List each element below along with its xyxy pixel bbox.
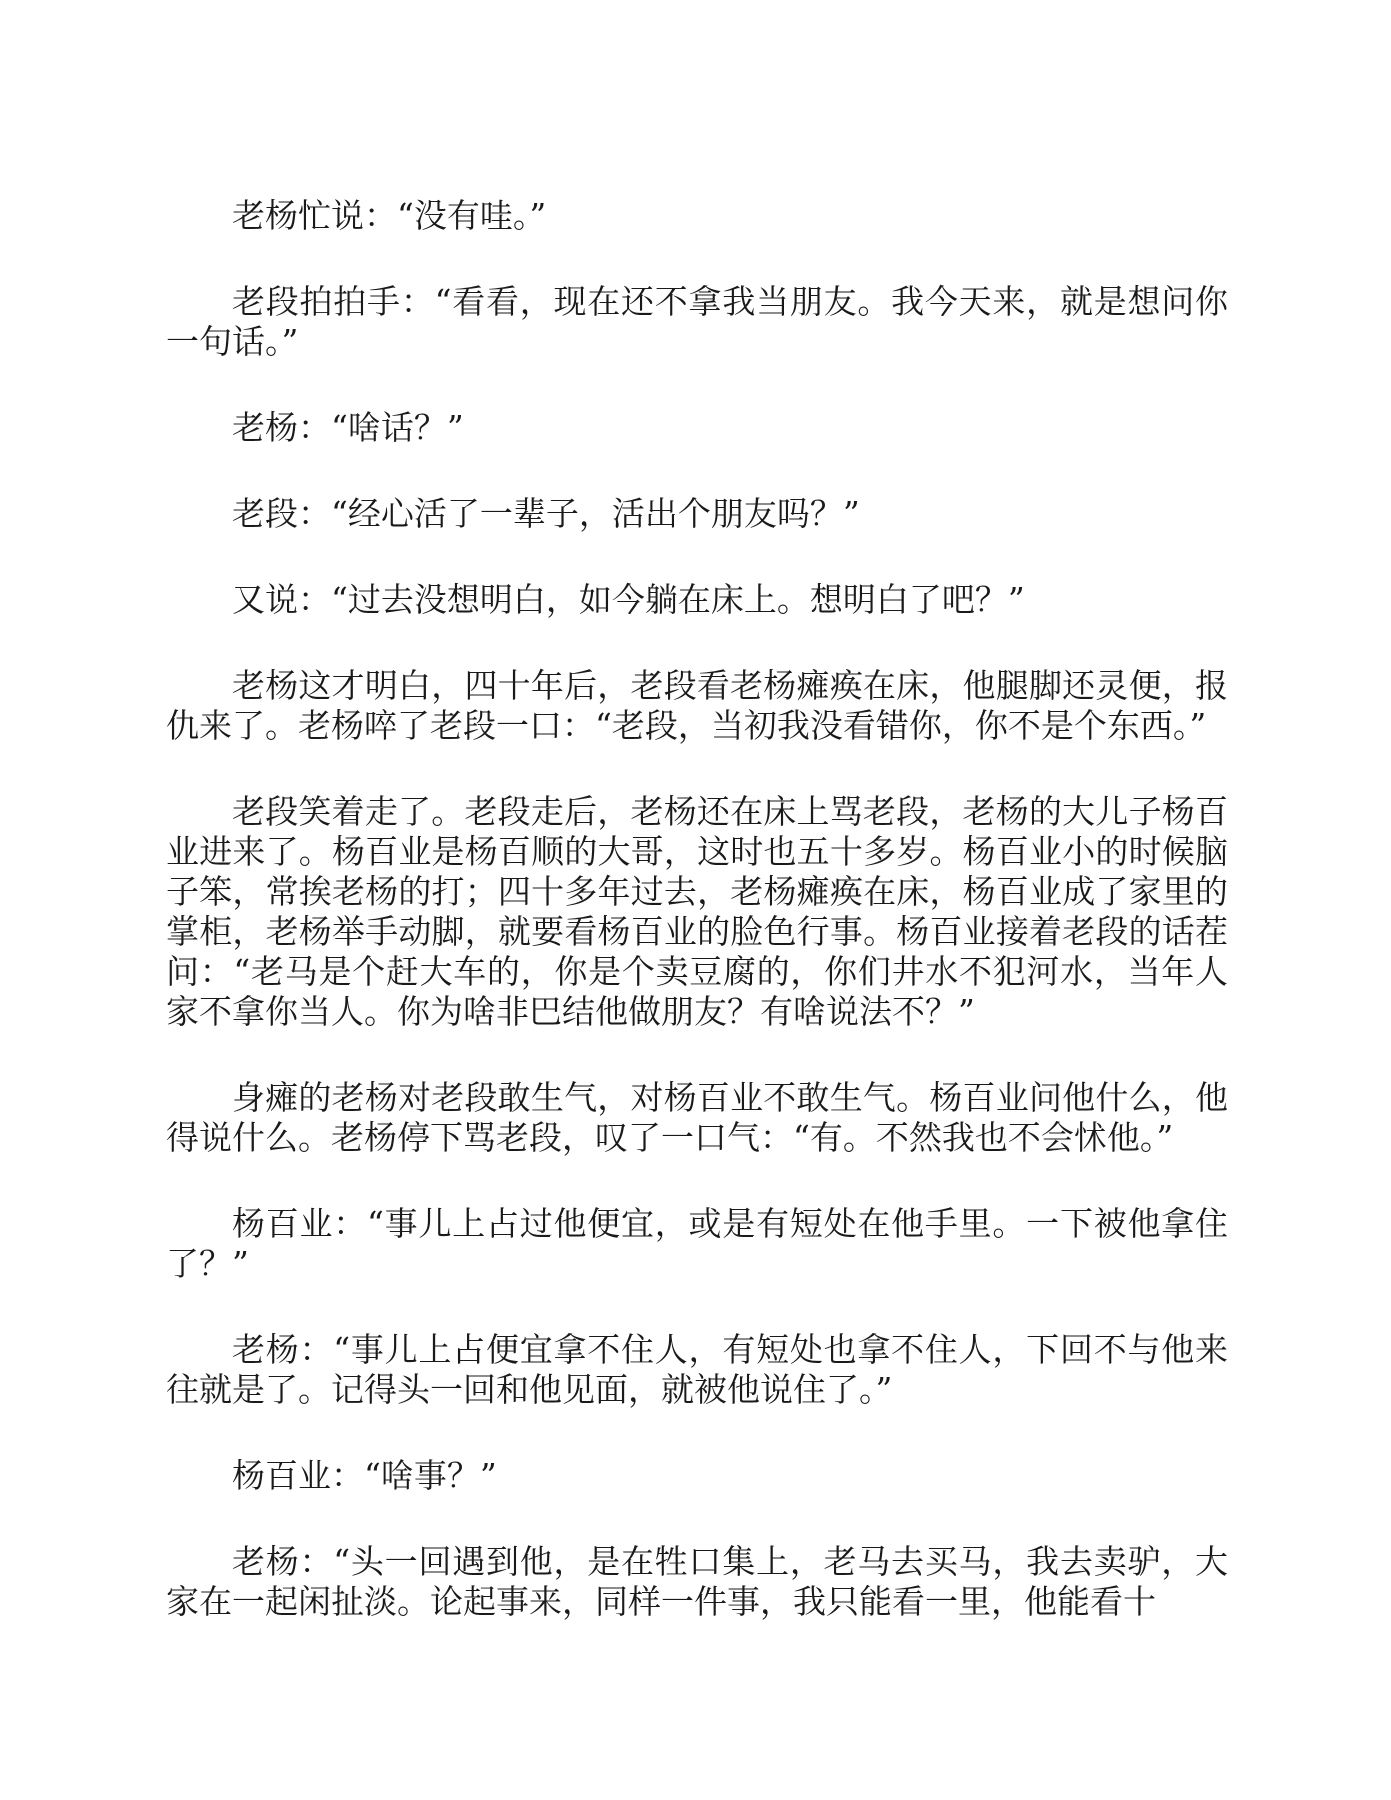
body-text <box>166 196 1228 1668</box>
paragraph: 老段：“经心活了一辈子，活出个朋友吗？” <box>232 494 860 533</box>
paragraph: 杨百业：“事儿上占过他便宜，或是有短处在他手里。一下被他拿住了？” <box>166 1204 1228 1283</box>
paragraph: 老段拍拍手：“看看，现在还不拿我当朋友。我今天来，就是想问你一句话。” <box>166 282 1228 361</box>
paragraph: 老段笑着走了。老段走后，老杨还在床上骂老段，老杨的大儿子杨百业进来了。杨百业是杨百顺的大哥，这时也五十多岁。杨百业小的时候脑子笨，常挨老杨的打；四十多年过去，老杨瘫痪在床，杨百业成了家里的掌柜，老杨举手动脚，就要看杨百业的脸色行事。杨百业接着老段的话茬问：“老马是个赶大车的，你是个卖豆腐的，你们井水不犯河水，当年人家不拿你当人。你为啥非巴结他做朋友？有啥说法不？” <box>166 792 1228 1031</box>
paragraph: 老杨忙说：“没有哇。” <box>232 196 547 235</box>
paragraph: 老杨：“事儿上占便宜拿不住人，有短处也拿不住人，下回不与他来往就是了。记得头一回和他见面，就被他说住了。” <box>166 1330 1228 1409</box>
paragraph: 又说：“过去没想明白，如今躺在床上。想明白了吧？” <box>232 580 1025 619</box>
paragraph: 老杨这才明白，四十年后，老段看老杨瘫痪在床，他腿脚还灵便，报仇来了。老杨啐了老段一口：“老段，当初我没看错你，你不是个东西。” <box>166 666 1228 745</box>
paragraph: 老杨：“头一回遇到他，是在牲口集上，老马去买马，我去卖驴，大家在一起闲扯淡。论起事来，同样一件事，我只能看一里，他能看十 <box>166 1542 1228 1621</box>
paragraph: 老杨：“啥话？” <box>232 408 464 447</box>
paragraph: 身瘫的老杨对老段敢生气，对杨百业不敢生气。杨百业问他什么，他得说什么。老杨停下骂老段，叹了一口气：“有。不然我也不会怵他。” <box>166 1078 1228 1157</box>
paragraph: 杨百业：“啥事？” <box>232 1456 497 1495</box>
